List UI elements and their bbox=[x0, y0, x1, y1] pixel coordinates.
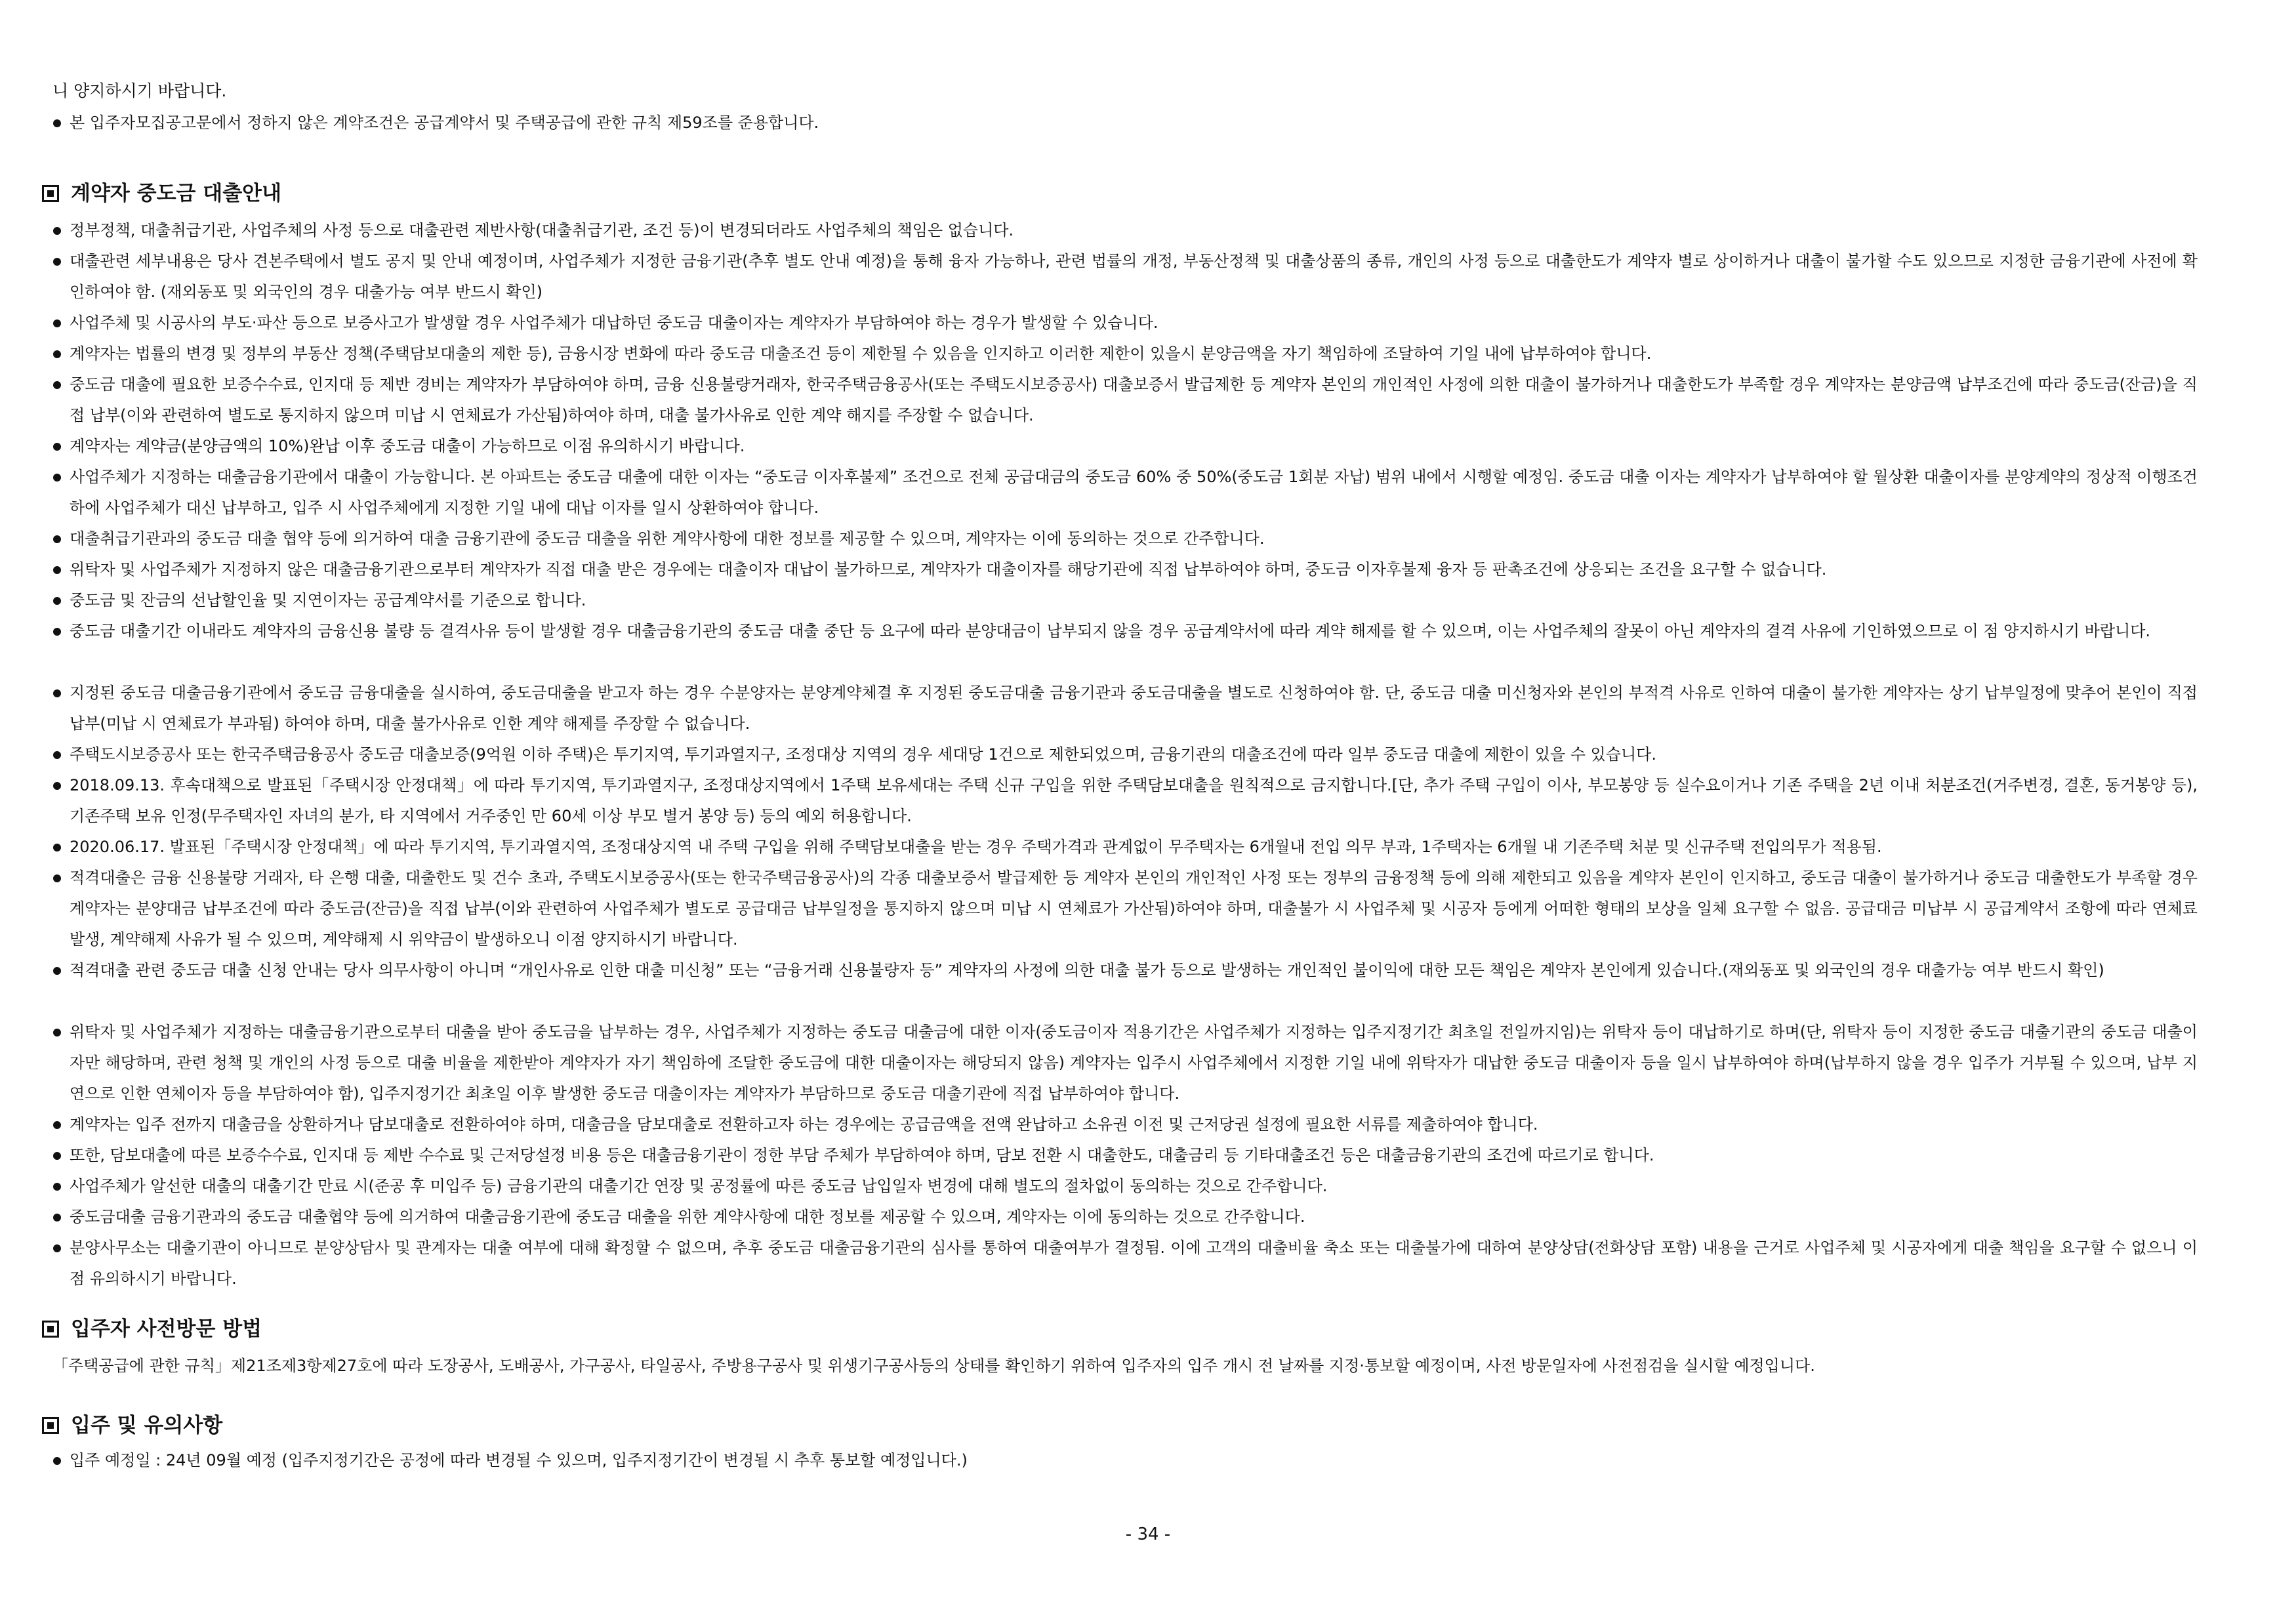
section-title-move-in: 입주 및 유의사항 bbox=[42, 1411, 222, 1440]
list-item: 2020.06.17. 발표된「주택시장 안정대책」에 따라 투기지역, 투기과열지역, 조정대상지역 내 주택 구입을 위해 주택담보대출을 받는 경우 주택가격과 관계없이 무주택자는 6개월내 전입 의무 부과, 1주택자는 6개월 내 기존주택 처분 및 신규주택 전입의무가 적용됨. bbox=[70, 838, 1882, 856]
list-item: 사업주체 및 시공사의 부도·파산 등으로 보증사고가 발생할 경우 사업주체가 대납하던 중도금 대출이자는 계약자가 부담하여야 하는 경우가 발생할 수 있습니다. bbox=[70, 314, 1158, 332]
list-item: 중도금대출 금융기관과의 중도금 대출협약 등에 의거하여 대출금융기관에 중도금 대출을 위한 계약사항에 대한 정보를 제공할 수 있으며, 계약자는 이에 동의하는 것으로 간주합니다. bbox=[70, 1208, 1305, 1226]
square-bullet-icon bbox=[42, 1417, 59, 1434]
list-item: 지정된 중도금 대출금융기관에서 중도금 금융대출을 실시하여, 중도금대출을 받고자 하는 경우 수분양자는 분양계약체결 후 지정된 중도금대출 금융기관과 중도금대출을 별도로 신청하여야 함. 단, 중도금 대출 미신청자와 본인의 부적격 사유로 인하여 대출이 불가한 계약자는 상기 납부일정에 맞추어 본인이 직접 납부(미납 시 연체료가 부과됨) 하여야 하며, 대출 불가사유로 인한 계약 해제를 주장할 수 없습니다. bbox=[70, 684, 2198, 733]
list-item: 본 입주자모집공고문에서 정하지 않은 계약조건은 공급계약서 및 주택공급에 관한 규칙 제59조를 준용합니다. bbox=[70, 113, 819, 132]
continuation-text: 니 양지하시기 바랍니다. bbox=[52, 81, 227, 100]
list-item: 적격대출은 금융 신용불량 거래자, 타 은행 대출, 대출한도 및 건수 초과, 주택도시보증공사(또는 한국주택금융공사)의 각종 대출보증서 발급제한 등 계약자 본인의 개인적인 사정 또는 정부의 금융정책 등에 의해 제한되고 있음을 계약자 본인이 인지하고, 중도금 대출이 불가하거나 중도금 대출한도가 부족할 경우 계약자는 분양대금 납부조건에 따라 중도금(잔금)을 직접 납부(이와 관련하여 사업주체가 별도로 공급대금 납부일정을 통지하지 않으며 미납 시 연체료가 가산됨)하여야 하며, 대출불가 시 사업주체 및 시공자 등에게 어떠한 형태의 보상을 일체 요구할 수 없음. 공급대금 미납부 시 공급계약서 조항에 따라 연체료 발생, 계약해제 사유가 될 수 있으며, 계약해제 시 위약금이 발생하오니 이점 양지하시기 바랍니다. bbox=[70, 869, 2198, 949]
square-bullet-icon bbox=[42, 185, 59, 202]
list-item: 중도금 및 잔금의 선납할인율 및 지연이자는 공급계약서를 기준으로 합니다. bbox=[70, 591, 586, 609]
list-item: 분양사무소는 대출기관이 아니므로 분양상담사 및 관계자는 대출 여부에 대해 확정할 수 없으며, 추후 중도금 대출금융기관의 심사를 통하여 대출여부가 결정됨. 이에 고객의 대출비율 축소 또는 대출불가에 대하여 분양상담(전화상담 포함) 내용을 근거로 사업주체 및 시공자에게 대출 책임을 요구할 수 없으니 이점 유의하시기 바랍니다. bbox=[70, 1239, 2198, 1288]
list-item: 적격대출 관련 중도금 대출 신청 안내는 당사 의무사항이 아니며 “개인사유로 인한 대출 미신청” 또는 “금융거래 신용불량자 등” 계약자의 사정에 의한 대출 불가 등으로 발생하는 개인적인 불이익에 대한 모든 책임은 계약자 본인에게 있습니다.(재외동포 및 외국인의 경우 대출가능 여부 반드시 확인) bbox=[70, 961, 2104, 979]
list-item: 중도금 대출에 필요한 보증수수료, 인지대 등 제반 경비는 계약자가 부담하여야 하며, 금융 신용불량거래자, 한국주택금융공사(또는 주택도시보증공사) 대출보증서 발급제한 등 계약자 본인의 개인적인 사정에 의한 대출이 불가하거나 대출한도가 부족할 경우 계약자는 분양금액 납부조건에 따라 중도금(잔금)을 직접 납부(이와 관련하여 별도로 통지하지 않으며 미납 시 연체료가 가산됨)하여야 하며, 대출 불가사유로 인한 계약 해지를 주장할 수 없습니다. bbox=[70, 375, 2198, 424]
list-item: 계약자는 법률의 변경 및 정부의 부동산 정책(주택담보대출의 제한 등), 금융시장 변화에 따라 중도금 대출조건 등이 제한될 수 있음을 인지하고 이러한 제한이 있을시 분양금액을 자기 책임하에 조달하여 기일 내에 납부하여야 합니다. bbox=[70, 344, 1652, 363]
list-item: 계약자는 입주 전까지 대출금을 상환하거나 담보대출로 전환하여야 하며, 대출금을 담보대출로 전환하고자 하는 경우에는 공급금액을 전액 완납하고 소유권 이전 및 근저당권 설정에 필요한 서류를 제출하여야 합니다. bbox=[70, 1115, 1538, 1134]
square-bullet-icon bbox=[42, 1321, 59, 1338]
list-item: 위탁자 및 사업주체가 지정하는 대출금융기관으로부터 대출을 받아 중도금을 납부하는 경우, 사업주체가 지정하는 중도금 대출금에 대한 이자(중도금이자 적용기간은 사업주체가 지정하는 입주지정기간 최초일 전일까지임)는 위탁자 등이 대납하기로 하며(단, 위탁자 등이 지정한 중도금 대출기관의 중도금 대출이자만 해당하며, 관련 청책 및 개인의 사정 등으로 대출 비율을 제한받아 계약자가 자기 책임하에 조달한 중도금에 대한 대출이자는 해당되지 않음) 계약자는 입주시 사업주체에서 지정한 기일 내에 위탁자가 대납한 중도금 대출이자 등을 일시 납부하여야 하며(납부하지 않을 경우 입주가 거부될 수 있으며, 납부 지연으로 인한 연체이자 등을 부담하여야 함), 입주지정기간 최초일 이후 발생한 중도금 대출이자는 계약자가 부담하므로 중도금 대출기관에 직접 납부하여야 합니다. bbox=[70, 1023, 2198, 1103]
list-item: 위탁자 및 사업주체가 지정하지 않은 대출금융기관으로부터 계약자가 직접 대출 받은 경우에는 대출이자 대납이 불가하므로, 계약자가 대출이자를 해당기관에 직접 납부하여야 하며, 중도금 이자후불제 융자 등 판촉조건에 상응되는 조건을 요구할 수 없습니다. bbox=[70, 560, 1827, 579]
visit-text: 「주택공급에 관한 규칙」제21조제3항제27호에 따라 도장공사, 도배공사, 가구공사, 타일공사, 주방용구공사 및 위생기구공사등의 상태를 확인하기 위하여 입주자의 입주 개시 전 날짜를 지정·통보할 예정이며, 사전 방문일자에 사전점검을 실시할 예정입니다. bbox=[52, 1357, 1815, 1375]
page-number: - 34 - bbox=[1125, 1525, 1171, 1544]
list-item: 주택도시보증공사 또는 한국주택금융공사 중도금 대출보증(9억원 이하 주택)은 투기지역, 투기과열지구, 조정대상 지역의 경우 세대당 1건으로 제한되었으며, 금융기관의 대출조건에 따라 일부 중도금 대출에 제한이 있을 수 있습니다. bbox=[70, 745, 1656, 764]
list-item: 정부정책, 대출취급기관, 사업주체의 사정 등으로 대출관련 제반사항(대출취급기관, 조건 등)이 변경되더라도 사업주체의 책임은 없습니다. bbox=[70, 221, 1014, 239]
list-item: 사업주체가 지정하는 대출금융기관에서 대출이 가능합니다. 본 아파트는 중도금 대출에 대한 이자는 “중도금 이자후불제” 조건으로 전체 공급대금의 중도금 60% 중 50%(중도금 1회분 자납) 범위 내에서 시행할 예정임. 중도금 대출 이자는 계약자가 납부하여야 할 월상환 대출이자를 분양계약의 정상적 이행조건하에 사업주체가 대신 납부하고, 입주 시 사업주체에게 지정한 기일 내에 대납 이자를 일시 상환하여야 합니다. bbox=[70, 468, 2198, 517]
list-item: 대출관련 세부내용은 당사 견본주택에서 별도 공지 및 안내 예정이며, 사업주체가 지정한 금융기관(추후 별도 안내 예정)을 통해 융자 가능하나, 관련 법률의 개정, 부동산정책 및 대출상품의 종류, 개인의 사정 등으로 대출한도가 계약자 별로 상이하거나 대출이 불가할 수도 있으므로 지정한 금융기관에 사전에 확인하여야 함. (재외동포 및 외국인의 경우 대출가능 여부 반드시 확인) bbox=[70, 252, 2198, 301]
list-item: 2018.09.13. 후속대책으로 발표된「주택시장 안정대책」에 따라 투기지역, 투기과열지구, 조정대상지역에서 1주택 보유세대는 주택 신규 구입을 위한 주택담보대출을 원칙적으로 금지합니다.[단, 추가 주택 구입이 이사, 부모봉양 등 실수요이거나 기존 주택을 2년 이내 처분조건(거주변경, 결혼, 동거봉양 등), 기존주택 보유 인정(무주택자인 자녀의 분가, 타 지역에서 거주중인 만 60세 이상 부모 별거 봉양 등) 등의 예외 허용합니다. bbox=[70, 776, 2198, 825]
list-item: 사업주체가 알선한 대출의 대출기간 만료 시(준공 후 미입주 등) 금융기관의 대출기간 연장 및 공정률에 따른 중도금 납입일자 변경에 대해 별도의 절차없이 동의하는 것으로 간주합니다. bbox=[70, 1177, 1328, 1195]
section-title-visit: 입주자 사전방문 방법 bbox=[42, 1315, 262, 1344]
section-title-loan: 계약자 중도금 대출안내 bbox=[42, 179, 281, 208]
list-item: 대출취급기관과의 중도금 대출 협약 등에 의거하여 대출 금융기관에 중도금 대출을 위한 계약사항에 대한 정보를 제공할 수 있으며, 계약자는 이에 동의하는 것으로 간주합니다. bbox=[70, 529, 1265, 548]
list-item: 또한, 담보대출에 따른 보증수수료, 인지대 등 제반 수수료 및 근저당설정 비용 등은 대출금융기관이 정한 부담 주체가 부담하여야 하며, 담보 전환 시 대출한도, 대출금리 등 기타대출조건 등은 대출금융기관의 조건에 따르기로 합니다. bbox=[70, 1146, 1654, 1164]
list-item: 입주 예정일 : 24년 09월 예정 (입주지정기간은 공정에 따라 변경될 수 있으며, 입주지정기간이 변경될 시 추후 통보할 예정입니다.) bbox=[70, 1451, 968, 1469]
list-item: 계약자는 계약금(분양금액의 10%)완납 이후 중도금 대출이 가능하므로 이점 유의하시기 바랍니다. bbox=[70, 437, 745, 455]
list-item: 중도금 대출기간 이내라도 계약자의 금융신용 불량 등 결격사유 등이 발생할 경우 대출금융기관의 중도금 대출 중단 등 요구에 따라 분양대금이 납부되지 않을 경우 공급계약서에 따라 계약 해제를 할 수 있으며, 이는 사업주체의 잘못이 아닌 계약자의 결격 사유에 기인하였으므로 이 점 양지하시기 바랍니다. bbox=[70, 622, 2151, 640]
